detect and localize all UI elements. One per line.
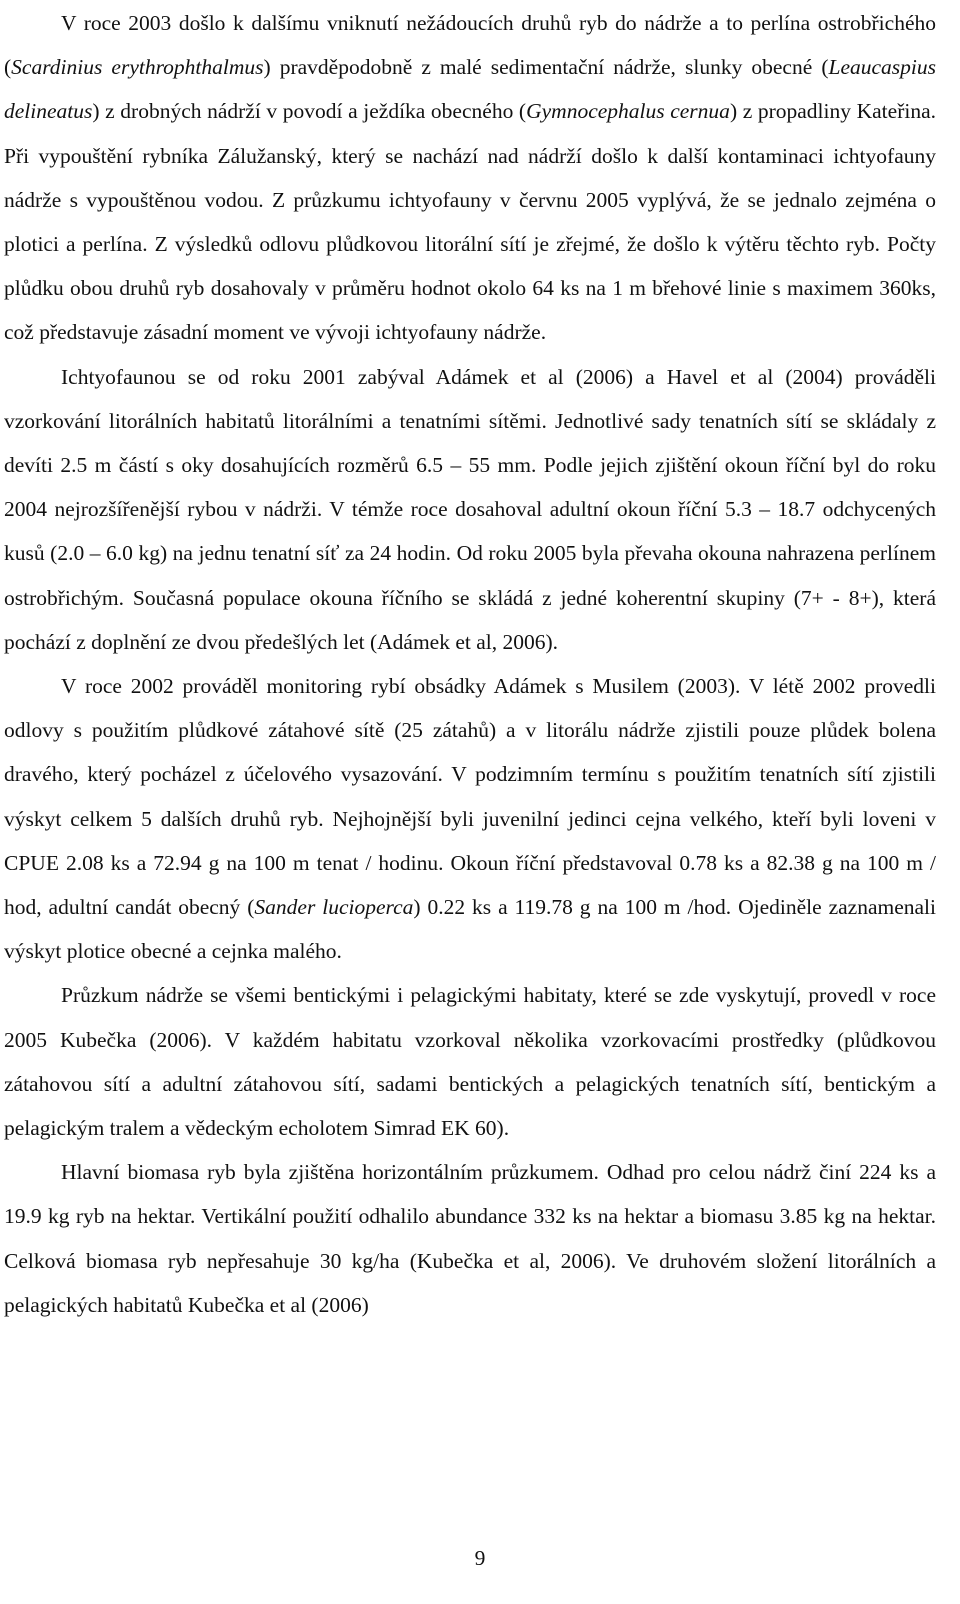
text-segment: Průzkum nádrže se všemi bentickými i pelagickými habitaty, které se zde vyskytují, provedl v roce 2005 Kubečka (2006). V každém habitatu vzorkoval několika vzorkovacími prostředky (plůdkovou zátahovou sítí a adultní zátahovou sítí, sadami bentických a pelagických tenatních sítí, bentickým a pelagickým tralem a vědeckým echolotem Simrad EK 60).	[4, 983, 936, 1141]
text-segment: ) 0.22 ks a 119.78 g na 100 m /hod. Ojediněle zaznamenali výskyt plotice obecné a cejnka malého.	[4, 895, 936, 964]
paragraph-4	[4, 973, 936, 1150]
paragraph-1	[4, 1, 936, 355]
species-name: Sander lucioperca	[254, 895, 414, 920]
text-segment: V roce 2003 došlo k dalšímu vniknutí nežádoucích druhů ryb do nádrže a to perlína ostrobřichého (	[4, 11, 936, 80]
species-name: Leaucaspius delineatus	[4, 55, 936, 124]
text-segment: ) z drobných nádrží v povodí a ježdíka obecného (	[92, 99, 527, 124]
paragraph-5	[4, 1150, 936, 1327]
species-name: Scardinius erythrophthalmus	[11, 55, 264, 80]
document-body	[4, 1, 936, 1327]
paragraph-2	[4, 355, 936, 664]
text-segment: ) pravděpodobně z malé sedimentační nádrže, slunky obecné (	[263, 55, 829, 80]
species-name: Gymnocephalus cernua	[526, 99, 730, 124]
text-segment: Hlavní biomasa ryb byla zjištěna horizontálním průzkumem. Odhad pro celou nádrž činí 224 ks a 19.9 kg ryb na hektar. Vertikální použití odhalilo abundance 332 ks na hektar a biomasu 3.85 kg na hektar. Celková biomasa ryb nepřesahuje 30 kg/ha (Kubečka et al, 2006). Ve druhovém složení litorálních a pelagických habitatů Kubečka et al (2006)	[4, 1160, 936, 1317]
text-segment: Ichtyofaunou se od roku 2001 zabýval Adámek et al (2006) a Havel et al (2004) prováděli vzorkování litorálních habitatů litorálními a tenatními sítěmi. Jednotlivé sady tenatních sítí se skládaly z devíti 2.5 m částí s oky dosahujících rozměrů 6.5 – 55 mm. Podle jejich zjištění okoun říční byl do roku 2004 nejrozšířenější rybou v nádrži. V témže roce dosahoval adultní okoun říční 5.3 – 18.7 odchycených kusů (2.0 – 6.0 kg) na jednu tenatní síť za 24 hodin. Od roku 2005 byla převaha okouna nahrazena perlínem ostrobřichým. Současná populace okouna říčního se skládá z jedné koherentní skupiny (7+ - 8+), která pochází z doplnění ze dvou předešlých let (Adámek et al, 2006).	[4, 364, 936, 654]
paragraph-3	[4, 664, 936, 973]
text-segment: V roce 2002 prováděl monitoring rybí obsádky Adámek s Musilem (2003). V létě 2002 provedli odlovy s použitím plůdkové zátahové sítě (25 zátahů) a v litorálu nádrže zjistili pouze plůdek bolena dravého, který pocházel z účelového vysazování. V podzimním termínu s použitím tenatních sítí zjistili výskyt celkem 5 dalších druhů ryb. Nejhojnější byli juvenilní jedinci cejna velkého, kteří byli loveni v CPUE 2.08 ks a 72.94 g na 100 m tenat / hodinu. Okoun říční představoval 0.78 ks a 82.38 g na 100 m / hod, adultní candát obecný (	[4, 674, 936, 920]
text-segment: ) z propadliny Kateřina. Při vypouštění rybníka Zálužanský, který se nachází nad nádrží došlo k další kontaminaci ichtyofauny nádrže s vypouštěnou vodou. Z průzkumu ichtyofauny v červnu 2005 vyplývá, že se jednalo zejména o plotici a perlína. Z výsledků odlovu plůdkovou litorální sítí je zřejmé, že došlo k výtěru těchto ryb. Počty plůdku obou druhů ryb dosahovaly v průměru hodnot okolo 64 ks na 1 m břehové linie s maximem 360ks, což představuje zásadní moment ve vývoji ichtyofauny nádrže.	[4, 99, 936, 345]
page-number: 9	[474, 1546, 486, 1570]
